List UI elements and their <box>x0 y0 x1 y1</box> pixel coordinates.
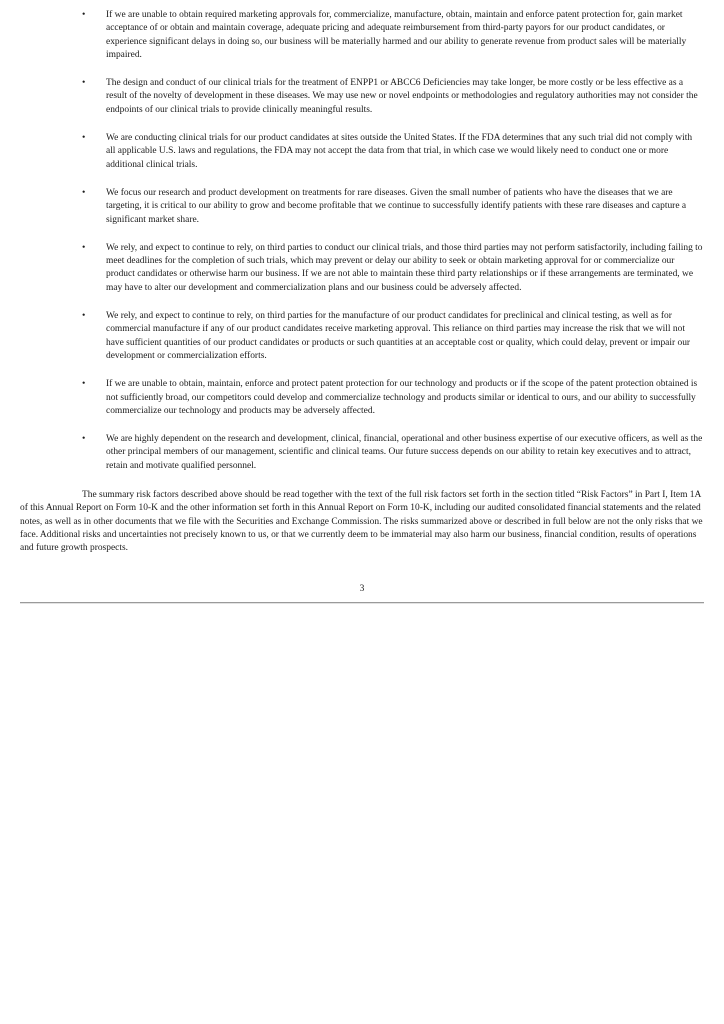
risk-bullet-text: We rely, and expect to continue to rely, on third parties for the manufacture of our product candidates for preclinical and clinical testing, as well as for commercial manufacture if any of our product candidates receive marketing approval. This reliance on third parties may increase the risk that we will not have sufficient quantities of our product candidates or products or such quantities at an acceptable cost or quality, which could delay, prevent or impair our development or commercialization efforts. <box>106 311 691 361</box>
risk-bullet-key-personnel <box>0 433 724 473</box>
risk-bullet-marketing-approvals <box>0 9 724 62</box>
risk-bullet-text: The design and conduct of our clinical trials for the treatment of ENPP1 or ABCC6 Deficiencies may take longer, be more costly or be less effective as a result of the novelty of development in these diseases. We may use new or novel endpoints or methodologies and regulatory authorities may not consider the endpoints of our clinical trials to provide clinically meaningful results. <box>106 78 698 115</box>
risk-bullet-text: We are highly dependent on the research and development, clinical, financial, operational and other business expertise of our executive officers, as well as the other principal members of our management, scientific and clinical teams. Our future success depends on our ability to retain key executives and to attract, retain and motivate qualified personnel. <box>106 434 703 471</box>
risk-bullet-text: If we are unable to obtain required marketing approvals for, commercialize, manufacture, obtain, maintain and enforce patent protection for, gain market acceptance of or obtain and maintain coverage, adequate pricing and adequate reimbursement from third-party payors for our product candidates, or experience significant delays in doing so, our business will be materially harmed and our ability to generate revenue from product sales will be materially impaired. <box>106 10 687 60</box>
bullet-icon: • <box>82 434 86 445</box>
risk-bullet-patent-protection <box>0 378 724 418</box>
risk-bullet-third-party-manufacture <box>0 310 724 363</box>
bullet-icon: • <box>82 379 86 390</box>
risk-bullet-text: We are conducting clinical trials for our product candidates at sites outside the United States. If the FDA determines that any such trial did not comply with all applicable U.S. laws and regulations, the FDA may not accept the data from that trial, in which case we would likely need to conduct one or more additional clinical trials. <box>106 133 693 170</box>
risk-bullet-clinical-trial-design <box>0 77 724 117</box>
bullet-icon: • <box>82 311 86 322</box>
bullet-icon: • <box>82 242 86 253</box>
risk-bullet-text: We focus our research and product development on treatments for rare diseases. Given the small number of patients who have the diseases that we are targeting, it is critical to our ability to grow and become profitable that we continue to successfully identify patients with these rare diseases and capture a significant market share. <box>106 187 687 225</box>
bullet-icon: • <box>82 133 86 144</box>
bullet-icon: • <box>82 10 86 20</box>
risk-bullet-text: We rely, and expect to continue to rely, on third parties to conduct our clinical trials, and those third parties may not perform satisfactorily, including failing to meet deadlines for the completion of such trials, which may prevent or delay our ability to seek or obtain marketing approval for or commercialize our product candidates or otherwise harm our business. If we are not able to maintain these third party relationships or if these arrangements are terminated, we may have to alter our development and commercialization plans and our business could be adversely affected. <box>106 242 703 293</box>
page-number: 3 <box>359 584 365 594</box>
risk-bullet-rare-diseases <box>0 187 724 227</box>
risk-bullet-foreign-trial-sites <box>0 132 724 172</box>
risk-bullet-third-party-trials <box>0 242 724 295</box>
summary-risk-factors-list <box>0 9 724 488</box>
bullet-icon: • <box>82 78 86 89</box>
summary-paragraph: The summary risk factors described above should be read together with the text of the full risk factors set forth in the section titled “Risk Factors” in Part I, Item 1A of this Annual Report on Form 10-K and the other information set forth in this Annual Report on Form 10-K, including our audited consolidated financial statements and the related notes, as well as in other documents that we file with the Securities and Exchange Commission. The risks summarized above or described in full below are not the only risks that we face. Additional risks and uncertainties not precisely known to us, or that we currently deem to be immaterial may also harm our business, financial condition, results of operations and future growth prospects. <box>20 490 703 554</box>
bullet-icon: • <box>82 187 86 198</box>
page-divider <box>20 602 704 604</box>
risk-bullet-text: If we are unable to obtain, maintain, enforce and protect patent protection for our technology and products or if the scope of the patent protection obtained is not sufficiently broad, our competitors could develop and commercialize technology and products similar or identical to ours, and our ability to successfully commercialize our technology and products may be adversely affected. <box>106 379 698 416</box>
